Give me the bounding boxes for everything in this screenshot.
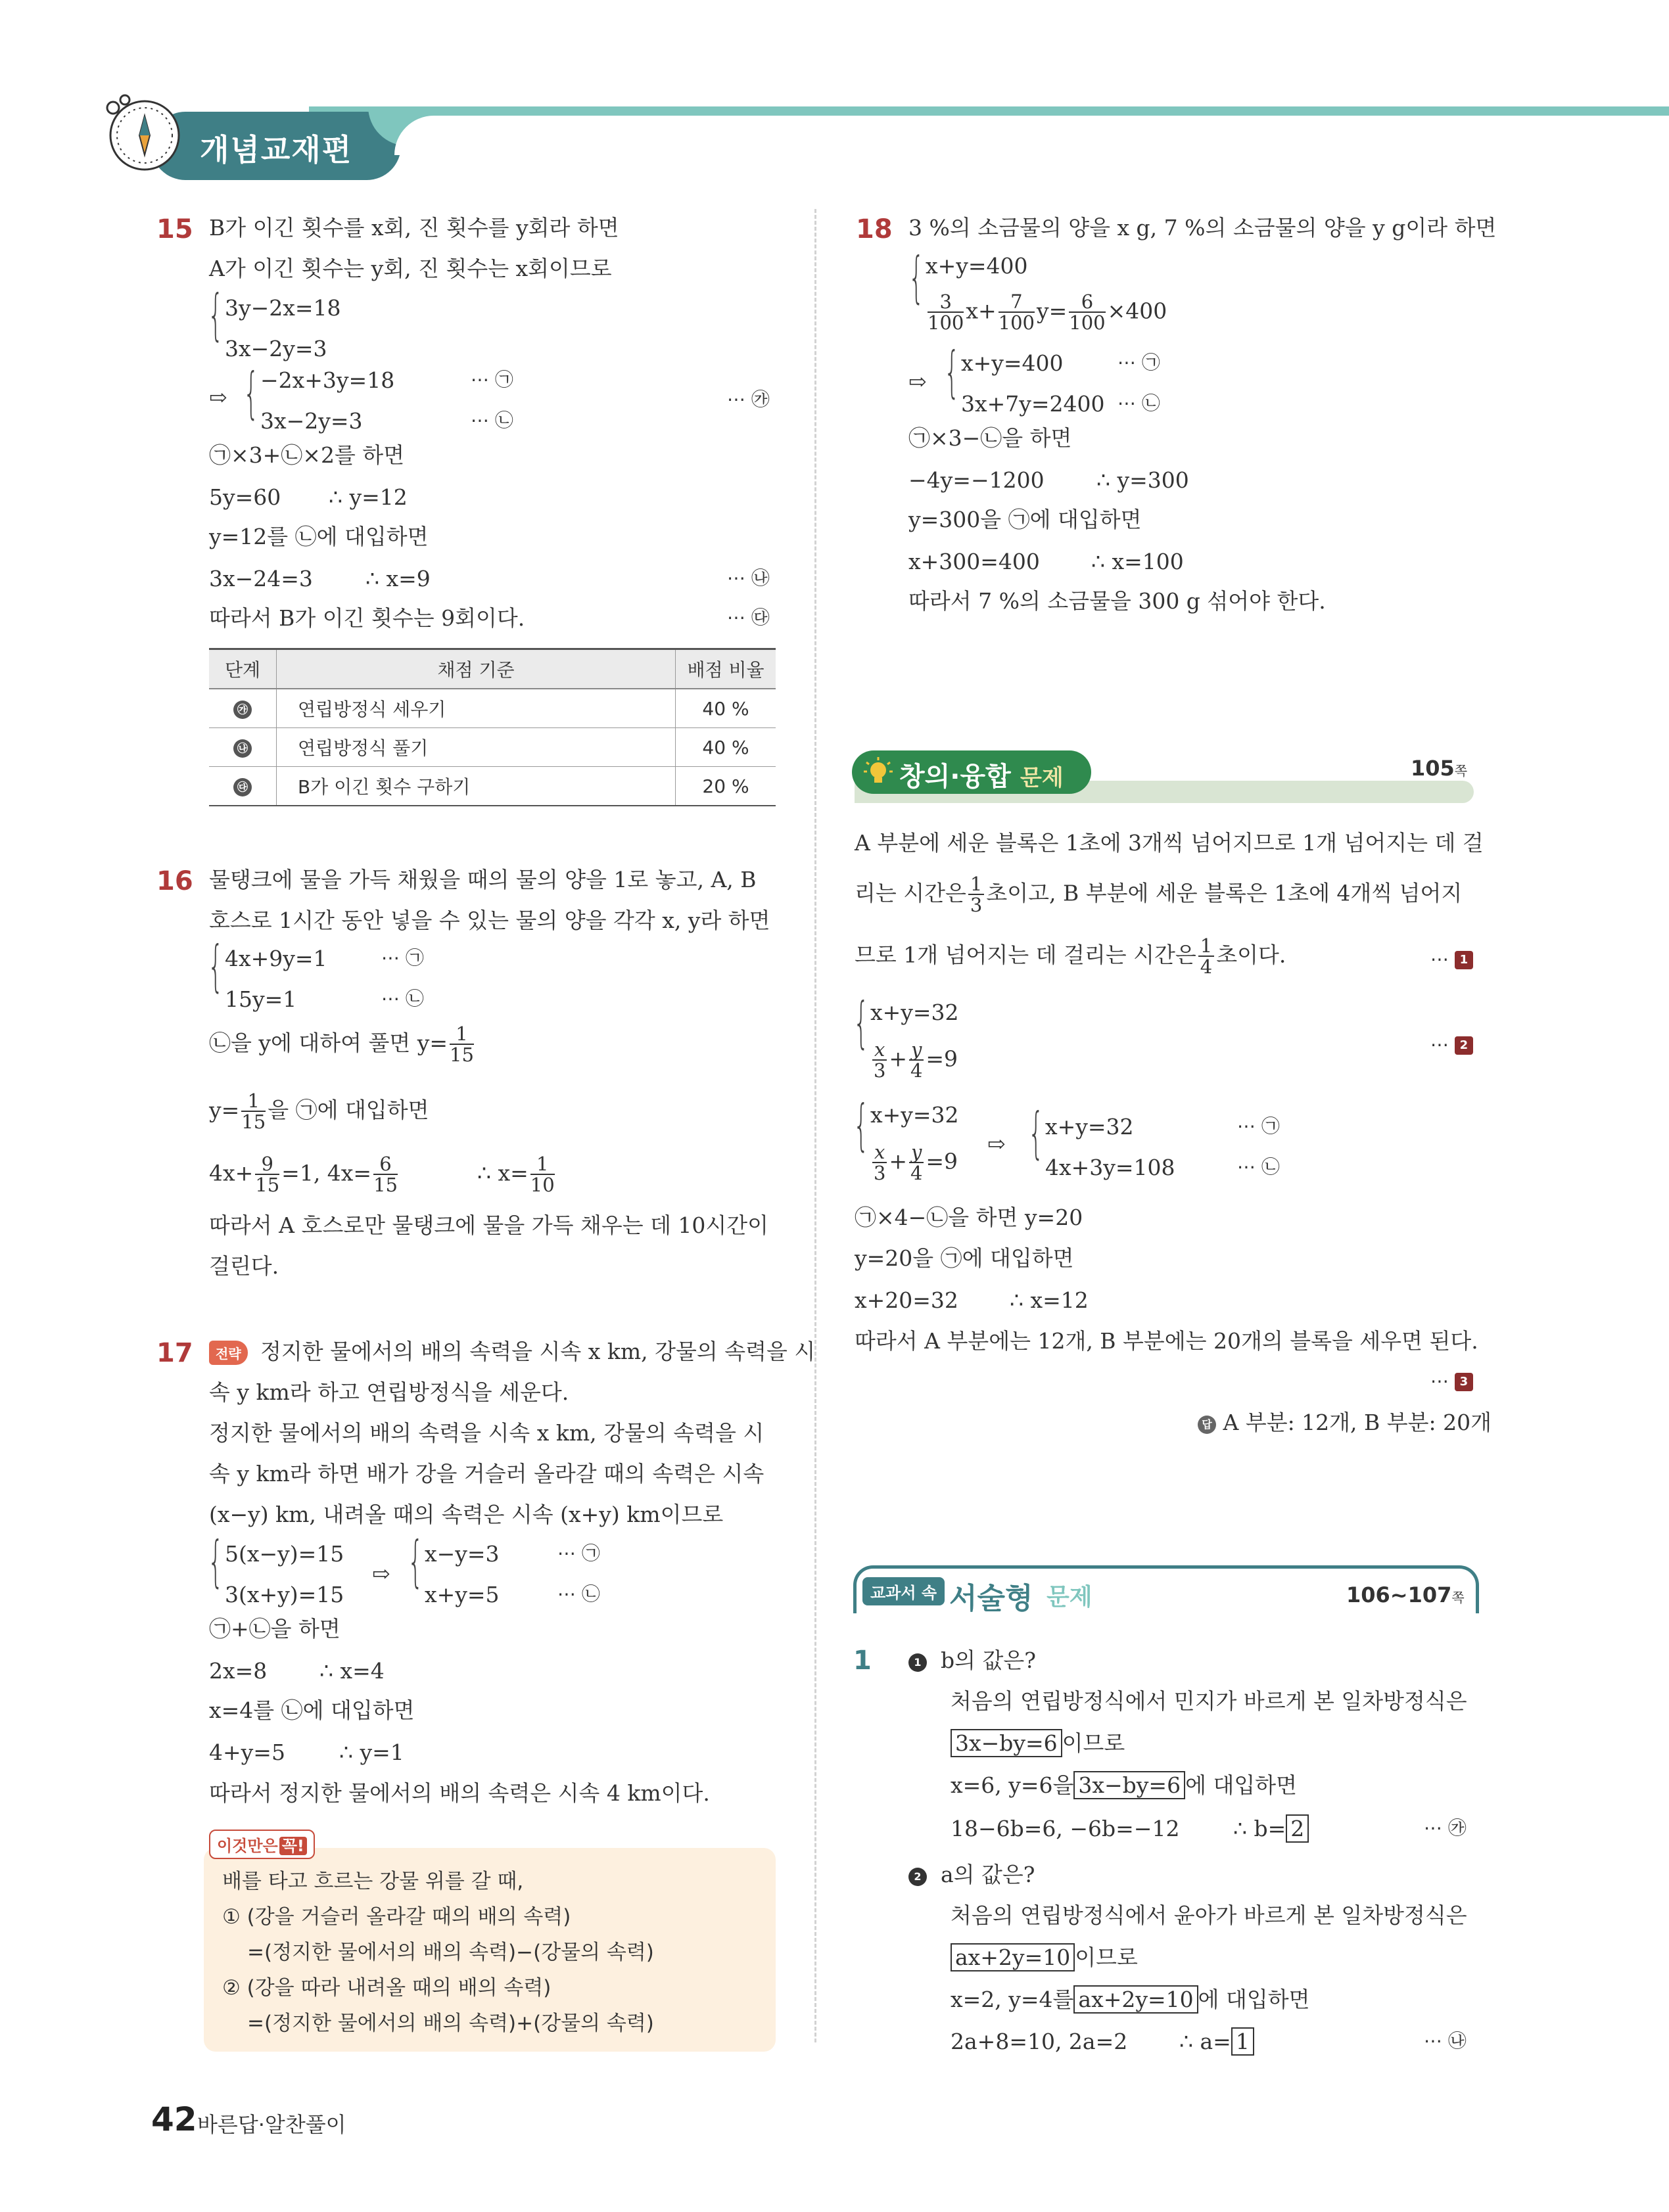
creative-line-2-text-a: 리는 시간은: [855, 880, 966, 906]
creative-page-unit: 쪽: [1454, 763, 1468, 779]
q1-line-3-text-a: x=6, y=6을: [951, 1772, 1074, 1798]
p16-line-4-text-a: y=: [209, 1097, 240, 1123]
q2-line-4-text: ∴ a=: [1179, 2029, 1231, 2054]
creative-line-6b: ∴ x=12: [1010, 1287, 1089, 1313]
step-badge: ㉯: [233, 739, 252, 758]
p18-label-b: ⋯ ㉡: [1117, 392, 1160, 414]
q2-line-3-text-a: x=2, y=4를: [951, 1987, 1074, 2012]
creative-answer-text: A 부분: 12개, B 부분: 20개: [1223, 1410, 1492, 1435]
p15-brace-1: {: [208, 283, 224, 347]
tip-line-3: =(정지한 물에서의 배의 속력)−(강물의 속력): [247, 1941, 654, 1964]
q2-equation-box: ax+2y=10: [1073, 1985, 1198, 2014]
creative-sys1-eq2: [870, 1040, 958, 1081]
p17-sys1-eq2: 3(x+y)=15: [225, 1582, 344, 1607]
book-title: 바른답·알찬풀이: [197, 2112, 346, 2137]
fraction: $\frac{6}{100}$: [1069, 290, 1106, 334]
p16-line-1: 물탱크에 물을 가득 채웠을 때의 물의 양을 1로 놓고, A, B: [209, 867, 757, 892]
q1-number-badge: 1: [908, 1653, 927, 1672]
q1-line-2-text: 이므로: [1062, 1730, 1125, 1756]
creative-section-title: 창의·융합: [899, 762, 1011, 792]
fraction: $\frac{x}{3}$: [873, 1038, 886, 1082]
p18-eq2-text-c: ×400: [1107, 298, 1167, 324]
tip-line-2: ① (강을 거슬러 올라갈 때의 배의 속력): [222, 1905, 571, 1929]
problem-15-number: 15: [156, 214, 193, 244]
fraction: $\frac{1}{4}$: [1198, 936, 1214, 977]
q1-text: b의 값은?: [940, 1647, 1036, 1673]
creative-page-ref: [1411, 756, 1467, 781]
p17-line-9a: 4+y=5: [209, 1740, 285, 1765]
p16-line-5c: [477, 1154, 557, 1195]
page-number: 42: [151, 2100, 197, 2138]
p18-line-3b: ∴ y=300: [1096, 467, 1189, 493]
creative-label-a: ⋯ ㉠: [1237, 1115, 1280, 1137]
fraction: $\frac{1}{15}$: [241, 1090, 266, 1134]
p15-step-3: ⋯ ㉰: [727, 607, 770, 628]
p18-label-a: ⋯ ㉠: [1117, 352, 1160, 373]
creative-line-2-text-b: 초이고, B 부분에 세운 블록은 1초에 4개씩 넘어지: [986, 880, 1463, 906]
table-cell: 연립방정식 풀기: [277, 728, 676, 767]
header-bar: [309, 106, 1669, 116]
q2-text: a의 값은?: [940, 1862, 1035, 1887]
tip-line-1: 배를 타고 흐르는 강물 위를 갈 때,: [222, 1870, 524, 1893]
p18-arrow: ⇨: [908, 369, 927, 394]
p18-line-4: y=300을 ㉠에 대입하면: [908, 507, 1142, 532]
creative-sys2-eq2: [870, 1142, 958, 1184]
p18-line-5a: x+300=400: [908, 549, 1040, 574]
p18-eq2-text-b: y=: [1036, 298, 1068, 324]
p16-line-7: 걸린다.: [209, 1253, 279, 1279]
p15-line-4b: ∴ y=12: [329, 484, 408, 510]
creative-step-3: ⋯ 3: [1430, 1372, 1473, 1391]
creative-brace-2: {: [853, 1093, 870, 1157]
creative-line-6a: x+20=32: [855, 1287, 958, 1313]
lightbulb-icon: [862, 756, 894, 789]
p15-label-b: ⋯ ㉡: [471, 409, 513, 431]
fraction: $\frac{x}{3}$: [873, 1141, 886, 1185]
p16-line-6: 따라서 A 호스로만 물탱크에 물을 가득 채우는 데 10시간이: [209, 1212, 769, 1238]
descriptive-problem-number: 1: [853, 1646, 872, 1676]
table-cell: 40 %: [676, 728, 776, 767]
q2-equation-box: ax+2y=10: [951, 1943, 1075, 1971]
q2-line-2: [951, 1947, 1138, 1968]
q2-heading: [908, 1864, 1035, 1886]
p15-step-2: ⋯ ㉯: [727, 567, 770, 589]
creative-step-2: ⋯ 2: [1430, 1036, 1473, 1055]
strategy-badge: 전략: [209, 1341, 248, 1365]
p16-label-a: ⋯ ㉠: [381, 947, 424, 969]
table-row: [209, 728, 776, 767]
q1-heading: [908, 1649, 1036, 1672]
p15-line-6a: 3x−24=3: [209, 566, 313, 591]
table-header-step: 단계: [209, 649, 277, 689]
p17-line-8: x=4를 ㉡에 대입하면: [209, 1697, 415, 1723]
p16-label-b: ⋯ ㉡: [381, 988, 424, 1009]
p15-sys2-eq1: −2x+3y=18: [260, 367, 395, 393]
fraction: $\frac{1}{10}$: [530, 1153, 555, 1197]
p16-line-4-text-b: 을 ㉠에 대입하면: [268, 1097, 429, 1123]
p15-line-7: 따라서 B가 이긴 횟수는 9회이다.: [209, 605, 525, 631]
p15-brace-2: {: [243, 361, 260, 425]
p17-line-7b: ∴ x=4: [319, 1658, 385, 1684]
creative-step-1: ⋯ 1: [1430, 950, 1473, 969]
p16-sys-eq2: 15y=1: [225, 986, 297, 1012]
descriptive-page-numbers: 106~107: [1346, 1582, 1452, 1607]
table-row: [209, 689, 776, 728]
p17-label-b: ⋯ ㉡: [557, 1583, 600, 1605]
p18-eq2-text-a: x+: [966, 298, 997, 324]
q2-line-4a: 2a+8=10, 2a=2: [951, 2029, 1128, 2054]
p17-line-7a: 2x=8: [209, 1658, 268, 1684]
q1-step: ⋯ ㉮: [1424, 1817, 1467, 1839]
problem-17-number: 17: [156, 1338, 193, 1368]
p16-line-5-text-c: ∴ x=: [477, 1160, 529, 1186]
p15-line-1: B가 이긴 횟수를 x회, 진 횟수를 y회라 하면: [209, 215, 619, 241]
p18-sys2-eq1: x+y=400: [961, 350, 1064, 376]
fraction: $\frac{1}{3}$: [968, 874, 984, 915]
q1-line-4b: [1233, 1818, 1309, 1839]
creative-eq-result: =9: [926, 1046, 958, 1072]
fraction: $\frac{y}{4}$: [910, 1038, 923, 1082]
creative-sys2-eq1: x+y=32: [870, 1102, 959, 1128]
p17-sys2-eq1: x−y=3: [425, 1541, 500, 1567]
p17-line-6: ㉠+㉡을 하면: [209, 1616, 341, 1642]
q2-line-4b: [1179, 2031, 1254, 2052]
q2-line-3: [951, 1989, 1310, 2010]
q1-line-4-text: ∴ b=: [1233, 1816, 1286, 1841]
creative-eq-plus: +: [889, 1148, 908, 1174]
problem-18-number: 18: [856, 214, 893, 244]
p15-label-a: ⋯ ㉠: [471, 369, 513, 390]
q2-answer-box: 1: [1231, 2027, 1254, 2056]
q1-equation-box: 3x−by=6: [951, 1729, 1062, 1757]
p15-line-3: ㉠×3+㉡×2를 하면: [209, 442, 405, 468]
q2-number-badge: 2: [908, 1868, 927, 1886]
p16-line-2: 호스로 1시간 동안 넣을 수 있는 물의 양을 각각 x, y라 하면: [209, 908, 770, 933]
p17-sys1-eq1: 5(x−y)=15: [225, 1541, 344, 1567]
creative-line-4: ㉠×4−㉡을 하면 y=20: [855, 1205, 1083, 1230]
problem-16-number: 16: [156, 866, 193, 896]
fraction: $\frac{9}{15}$: [255, 1153, 280, 1197]
p15-sys2-eq2: 3x−2y=3: [260, 408, 363, 434]
p17-arrow: ⇨: [372, 1561, 390, 1586]
creative-line-3: [855, 936, 1286, 977]
creative-arrow: ⇨: [987, 1131, 1006, 1157]
q1-equation-box: 3x−by=6: [1073, 1771, 1185, 1799]
descriptive-page-unit: 쪽: [1451, 1590, 1465, 1605]
p17-line-3: 정지한 물에서의 배의 속력을 시속 x km, 강물의 속력을 시: [209, 1420, 764, 1446]
p18-brace-1: {: [908, 245, 925, 310]
p17-line-10: 따라서 정지한 물에서의 배의 속력은 시속 4 km이다.: [209, 1780, 710, 1806]
creative-page-number: 105: [1411, 756, 1455, 781]
tip-label-accent: 꼭!: [279, 1837, 307, 1855]
p17-line-5: (x−y) km, 내려올 때의 속력은 시속 (x+y) km이므로: [209, 1502, 724, 1527]
creative-answer: [1198, 1412, 1492, 1434]
creative-line-1: A 부분에 세운 블록은 1초에 3개씩 넘어지므로 1개 넘어지는 데 걸: [855, 830, 1484, 856]
creative-line-5: y=20을 ㉠에 대입하면: [855, 1245, 1074, 1271]
tip-line-5: =(정지한 물에서의 배의 속력)+(강물의 속력): [247, 2012, 654, 2035]
q1-line-3-text-b: 에 대입하면: [1185, 1772, 1297, 1798]
creative-sys1-eq1: x+y=32: [870, 1000, 959, 1025]
step-badge: ㉰: [233, 778, 252, 796]
p15-step-1: ⋯ ㉮: [727, 388, 770, 410]
tip-line-4: ② (강을 따라 내려올 때의 배의 속력): [222, 1976, 552, 2000]
fraction: $\frac{1}{15}$: [450, 1023, 474, 1067]
creative-sys3-eq2: 4x+3y=108: [1045, 1155, 1175, 1180]
p16-line-5: [209, 1154, 400, 1195]
creative-line-3-text-a: 므로 1개 넘어지는 데 걸리는 시간은: [855, 942, 1196, 968]
p17-line-1: 정지한 물에서의 배의 속력을 시속 x km, 강물의 속력을 시: [260, 1339, 816, 1364]
step-number-badge: 3: [1455, 1373, 1473, 1391]
creative-section-title-2: 문제: [1020, 765, 1064, 791]
q1-line-2: [951, 1732, 1125, 1754]
p18-line-5b: ∴ x=100: [1091, 549, 1184, 574]
table-row: [209, 767, 776, 806]
q2-line-3-text-b: 에 대입하면: [1198, 1987, 1310, 2012]
p18-sys2-eq2: 3x+7y=2400: [961, 391, 1105, 417]
fraction: $\frac{y}{4}$: [910, 1141, 923, 1185]
p16-line-3: [209, 1024, 476, 1065]
table-cell: B가 이긴 횟수 구하기: [277, 767, 676, 806]
p17-brace-2: {: [408, 1529, 424, 1594]
step-number-badge: 1: [1455, 951, 1473, 969]
p17-sys2-eq2: x+y=5: [425, 1582, 500, 1607]
q1-answer-box: 2: [1286, 1814, 1309, 1843]
creative-label-b: ⋯ ㉡: [1237, 1156, 1280, 1178]
p18-brace-2: {: [944, 340, 960, 404]
creative-line-2: [855, 874, 1462, 915]
fraction: $\frac{7}{100}$: [998, 290, 1035, 334]
p17-line-9b: ∴ y=1: [339, 1740, 404, 1765]
p16-line-5-text-b: =1, 4x=: [281, 1160, 372, 1186]
creative-brace-1: {: [853, 990, 870, 1055]
fraction: $\frac{6}{15}$: [373, 1153, 398, 1197]
p16-line-3-text: ㉡을 y에 대하여 풀면 y=: [209, 1030, 448, 1056]
header-title: 개념교재편: [200, 132, 353, 168]
creative-line-7: 따라서 A 부분에는 12개, B 부분에는 20개의 블록을 세우면 된다.: [855, 1328, 1478, 1354]
p16-sys-eq1: 4x+9y=1: [225, 946, 327, 971]
tip-label-text: 이것만은: [217, 1837, 278, 1855]
p15-arrow: ⇨: [209, 384, 227, 410]
creative-eq-plus: +: [889, 1046, 908, 1072]
q1-line-4a: 18−6b=6, −6b=−12: [951, 1816, 1180, 1841]
p18-sys1-eq2: [926, 292, 1167, 333]
descriptive-title: 서술형: [949, 1582, 1033, 1615]
answer-badge: 답: [1198, 1416, 1216, 1434]
step-badge: ㉮: [233, 701, 252, 719]
table-cell: 연립방정식 세우기: [277, 689, 676, 728]
step-number-badge: 2: [1455, 1036, 1473, 1055]
descriptive-title-2: 문제: [1046, 1584, 1093, 1611]
p15-sys1-eq2: 3x−2y=3: [225, 336, 327, 361]
q2-line-1: 처음의 연립방정식에서 윤아가 바르게 본 일차방정식은: [951, 1902, 1467, 1928]
q1-line-1: 처음의 연립방정식에서 민지가 바르게 본 일차방정식은: [951, 1688, 1467, 1714]
descriptive-badge: 교과서 속: [862, 1577, 945, 1605]
p15-sys1-eq1: 3y−2x=18: [225, 295, 341, 321]
table-header-ratio: 배점 비율: [676, 649, 776, 689]
compass-icon: [99, 89, 184, 175]
tip-label: [209, 1830, 315, 1859]
table-cell: 40 %: [676, 689, 776, 728]
grading-table: [209, 648, 776, 806]
p17-line-4: 속 y km라 하면 배가 강을 거슬러 올라갈 때의 속력은 시속: [209, 1461, 764, 1486]
p15-line-6b: ∴ x=9: [365, 566, 431, 591]
fraction: $\frac{3}{100}$: [928, 290, 964, 334]
q2-step: ⋯ ㉯: [1424, 2030, 1467, 2052]
p18-line-1: 3 %의 소금물의 양을 x g, 7 %의 소금물의 양을 y g이라 하면: [908, 215, 1497, 241]
p17-label-a: ⋯ ㉠: [557, 1542, 600, 1564]
table-cell: 20 %: [676, 767, 776, 806]
creative-brace-3: {: [1028, 1101, 1045, 1165]
p17-line-2: 속 y km라 하고 연립방정식을 세운다.: [209, 1379, 569, 1405]
creative-sys3-eq1: x+y=32: [1045, 1114, 1134, 1140]
p15-line-5: y=12를 ㉡에 대입하면: [209, 524, 429, 549]
q1-line-3: [951, 1774, 1297, 1796]
creative-eq-result: =9: [926, 1148, 958, 1174]
p17-brace-1: {: [208, 1529, 224, 1594]
p18-sys1-eq1: x+y=400: [926, 253, 1028, 279]
p18-line-6: 따라서 7 %의 소금물을 300 g 섞어야 한다.: [908, 588, 1326, 614]
table-header-criteria: 채점 기준: [277, 649, 676, 689]
p18-line-2: ㉠×3−㉡을 하면: [908, 425, 1072, 451]
descriptive-page-ref: [1346, 1582, 1465, 1607]
p18-line-3a: −4y=−1200: [908, 467, 1045, 493]
p15-line-4a: 5y=60: [209, 484, 281, 510]
column-divider: [814, 209, 816, 2042]
p16-brace: {: [208, 934, 224, 998]
p15-line-2: A가 이긴 횟수는 y회, 진 횟수는 x회이므로: [209, 256, 612, 281]
q2-line-2-text: 이므로: [1075, 1945, 1138, 1970]
creative-line-3-text-b: 초이다.: [1216, 942, 1286, 968]
p16-line-4: [209, 1091, 429, 1132]
p16-line-5-text-a: 4x+: [209, 1160, 254, 1186]
